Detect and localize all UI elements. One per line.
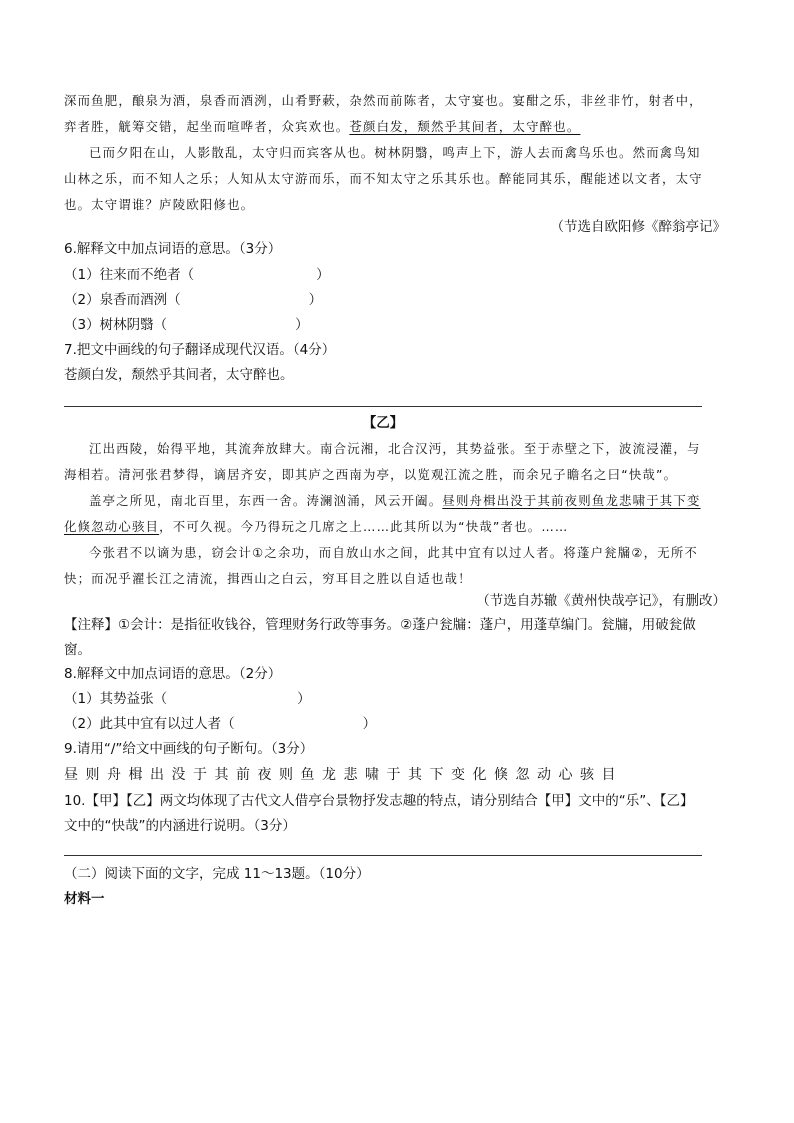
material-1-heading: 材料一	[64, 891, 105, 907]
q9-title: 9.请用“/”给文中画线的句子断句。（3分）	[64, 741, 314, 757]
close-paren: ）	[316, 267, 330, 283]
notes-line-1	[64, 612, 726, 638]
q6-item-1	[64, 262, 726, 288]
jia-passage-line-2	[64, 114, 726, 140]
q6-title: 6.解释文中加点词语的意思。（3分）	[64, 241, 282, 257]
q10-line-1: 10.【甲】【乙】两文均体现了古代文人借亭台景物抒发志趣的特点，请分别结合【甲】文中的“乐”、【乙】	[64, 793, 694, 809]
q6-item-2-label: （2）泉香而酒洌（	[64, 292, 181, 308]
yi-source: （节选自苏辙《黄州快哉亭记》，有删改）	[476, 593, 726, 609]
section2-title: （二）阅读下面的文字，完成 11～13题。（10分）	[64, 866, 370, 882]
yi-passage-line-6: 快；而况乎濯长江之清流，揖西山之白云，穷耳目之胜以自适也哉！	[64, 571, 472, 586]
yi-underlined-sentence-part-2: 化倏忽动心骇目	[64, 519, 160, 534]
yi-passage-line-4	[64, 514, 726, 540]
jia-underlined-sentence: 苍颜白发，颓然乎其间者，太守醉也。	[349, 119, 581, 134]
close-paren: ）	[297, 691, 311, 707]
notes-text: ①会计：是指征收钱谷，管理财务行政等事务。②蓬户瓮牖：蓬户，用蓬草编门。瓮牖，用破瓮做	[118, 617, 696, 633]
q6-item-3-label: （3）树林阴翳（	[64, 317, 168, 333]
yi-text: ，不可久视。今乃得玩之几席之上……此其所以为“快哉”者也。……	[159, 519, 569, 534]
q8-item-1-label: （1）其势益张（	[64, 691, 168, 707]
q8-title: 8.解释文中加点词语的意思。（2分）	[64, 666, 282, 682]
divider	[64, 855, 702, 856]
close-paren: ）	[308, 292, 323, 308]
close-paren: ）	[362, 716, 377, 732]
q9-sentence: 昼则舟楫出没于其前夜则鱼龙悲啸于其下变化倏忽动心骇目	[64, 767, 623, 783]
jia-passage-line-4: 山林之乐，而不知人之乐；人知从太守游而乐，而不知太守之乐其乐也。醉能同其乐，醒能述以文者，太守	[64, 171, 703, 186]
notes-line-2: 窗。	[64, 642, 91, 658]
q8-item-1	[64, 686, 726, 712]
q7-sentence: 苍颜白发，颓然乎其间者，太守醉也。	[64, 367, 294, 383]
jia-source: （节选自欧阳修《醉翁亭记》	[550, 219, 726, 235]
q8-item-2-label: （2）此其中宜有以过人者（	[64, 716, 235, 732]
jia-passage-line-1: 深而鱼肥，酿泉为酒，泉香而酒洌，山肴野蔌，杂然而前陈者，太守宴也。宴酣之乐，非丝非竹，射者中，	[64, 93, 703, 108]
q8-item-2	[64, 711, 726, 737]
yi-passage-line-5: 今张君不以谪为患，窃会计①之余功，而自放山水之间，此其中宜有以过人者。将蓬户瓮牖②，无所不	[89, 545, 699, 560]
notes-label: 【注释】	[64, 617, 118, 633]
q6-item-1-label: （1）往来而不绝者（	[64, 267, 195, 283]
yi-heading: 【乙】	[362, 415, 404, 431]
jia-text: 弈者胜，觥筹交错，起坐而喧哗者，众宾欢也。	[64, 119, 350, 134]
q7-title: 7.把文中画线的句子翻译成现代汉语。（4分）	[64, 342, 336, 358]
yi-passage-line-3	[89, 488, 726, 514]
q6-item-2	[64, 287, 726, 313]
yi-passage-line-2: 海相若。清河张君梦得，谪居齐安，即其庐之西南为亭，以览观江流之胜，而余兄子瞻名之曰“快哉”。	[64, 467, 678, 482]
jia-passage-line-3: 已而夕阳在山，人影散乱，太守归而宾客从也。树林阴翳，鸣声上下，游人去而禽鸟乐也。然而禽鸟知	[89, 145, 701, 160]
close-paren: ）	[295, 317, 309, 333]
divider	[64, 406, 702, 407]
yi-passage-line-1: 江出西陵，始得平地，其流奔放肆大。南合沅湘，北合汉沔，其势益张。至于赤壁之下，波流浸灌，与	[89, 441, 701, 456]
q6-item-3	[64, 312, 726, 338]
yi-underlined-sentence-part-1: 昼则舟楫出没于其前夜则鱼龙悲啸于其下变	[442, 493, 701, 508]
q10-line-2: 文中的“快哉”的内涵进行说明。（3分）	[64, 818, 296, 834]
jia-passage-line-5: 也。太守谓谁？庐陵欧阳修也。	[64, 197, 255, 212]
yi-text: 盖亭之所见，南北百里，东西一舍。涛澜汹涌，风云开阖。	[89, 493, 443, 508]
